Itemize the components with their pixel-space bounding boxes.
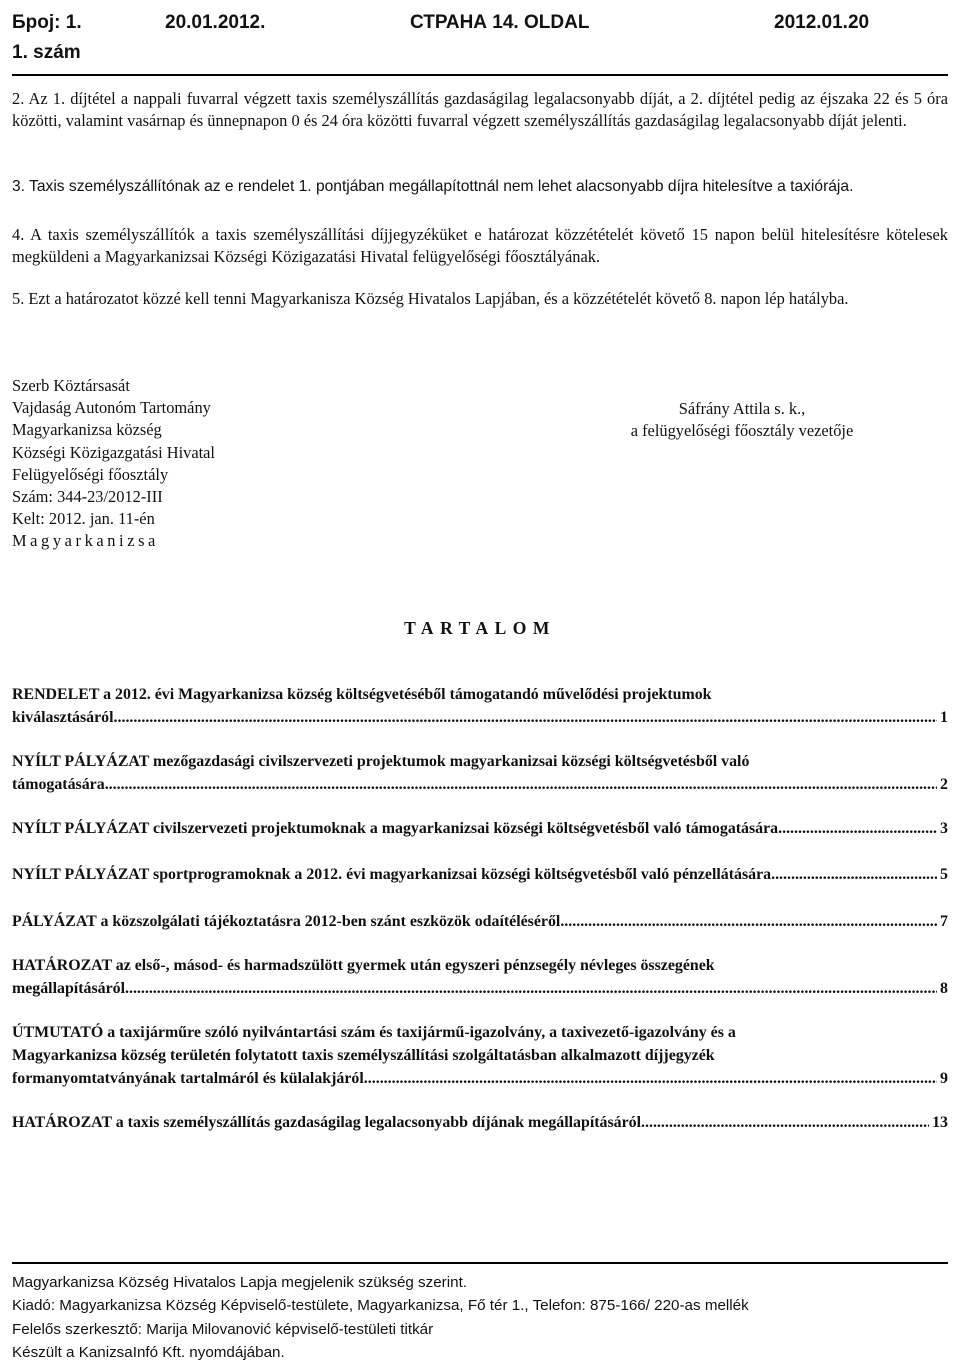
toc-entry-line	[12, 1111, 948, 1134]
toc-entry-line	[12, 863, 948, 886]
toc-entry-text: HATÁROZAT a taxis személyszállítás gazdaságilag legalacsonyabb díjának megállapításáról	[12, 1114, 642, 1131]
toc-dot-leader	[105, 773, 937, 796]
toc-entry-line	[12, 773, 948, 796]
toc-entry-line	[12, 910, 948, 933]
footer-line: Kiadó: Magyarkanizsa Község Képviselő-testülete, Magyarkanizsa, Fő tér 1., Telefon: 875-166/ 220-as mellék	[12, 1297, 749, 1315]
toc-entry-text: megállapításáról	[12, 980, 125, 998]
toc-entry-line: HATÁROZAT az első-, másod- és harmadszülött gyermek után egyszeri pénzsegély névleges összegének	[12, 957, 715, 974]
toc-entry-text: kiválasztásáról	[12, 709, 114, 727]
toc-entry-line	[12, 817, 948, 840]
issue-date-left: 20.01.2012.	[165, 12, 266, 33]
toc-entry[interactable]	[12, 1111, 948, 1134]
toc-entry-text: NYÍLT PÁLYÁZAT sportprogramoknak a 2012. évi magyarkanizsai községi költségvetésből való pénzellátására	[12, 866, 772, 883]
toc-entry-text: PÁLYÁZAT a közszolgálati tájékoztatásra 2012-ben szánt eszközök odaítéléséről	[12, 913, 561, 930]
toc-entry-line: ÚTMUTATÓ a taxijárműre szóló nyilvántartási szám és taxijármű-igazolvány, a taxivezető-igazolvány és a	[12, 1024, 736, 1041]
toc-page-number: 3	[940, 820, 948, 837]
issuer-line: Felügyelőségi főosztály	[12, 464, 169, 484]
issuer-block	[12, 375, 215, 553]
signatory-block	[572, 398, 912, 442]
toc-entry-text: támogatására	[12, 776, 105, 794]
signatory-title: a felügyelőségi főosztály vezetője	[630, 421, 854, 441]
issuer-line: Kelt: 2012. jan. 11-én	[12, 509, 155, 529]
toc-page-number: 2	[940, 776, 948, 794]
toc-entry-text: formanyomtatványának tartalmáról és külalakjáról	[12, 1070, 364, 1088]
page-header	[12, 0, 948, 80]
toc-dot-leader	[114, 706, 938, 729]
toc-entry-text: NYÍLT PÁLYÁZAT civilszervezeti projektumoknak a magyarkanizsai községi költségvetésből való támogatására	[12, 820, 779, 837]
footer-line: Magyarkanizsa Község Hivatalos Lapja megjelenik szükség szerint.	[12, 1274, 468, 1291]
toc-page-number: 1	[940, 709, 948, 727]
toc-entry-line	[12, 706, 948, 729]
document-page	[12, 0, 948, 1367]
toc-entry[interactable]	[12, 863, 948, 886]
toc-entry[interactable]	[12, 1021, 948, 1091]
page-footer	[12, 1271, 948, 1365]
signatory-name: Sáfrány Attila s. k.,	[678, 399, 806, 418]
toc-page-number: 13	[932, 1114, 948, 1131]
toc-dot-leader	[771, 863, 937, 886]
toc-entry-line: Magyarkanizsa község területén folytatott taxis személyszállítási szolgáltatásban alkalmazott díjjegyzék	[12, 1047, 715, 1065]
toc-entry-line: RENDELET a 2012. évi Magyarkanizsa község költségvetéséből támogatandó művelődési projektumok	[12, 686, 712, 703]
footer-line: Felelős szerkesztő: Marija Milovanović képviselő-testületi titkár	[12, 1320, 434, 1338]
issuer-line: Vajdaság Autonóm Tartomány	[12, 398, 211, 418]
toc-page-number: 8	[940, 980, 948, 998]
issue-number-hu: 1. szám	[12, 42, 81, 63]
contents-title: TARTALOM	[404, 618, 556, 638]
issuer-line: Szerb Köztársasát	[12, 376, 130, 395]
toc-entry-line: NYÍLT PÁLYÁZAT mezőgazdasági civilszervezeti projektumok magyarkanizsai községi költségvetésből való	[12, 753, 750, 770]
issuer-city: Magyarkanizsa	[12, 531, 159, 551]
issuer-line: Községi Közigazgatási Hivatal	[12, 442, 215, 462]
toc-dot-leader	[125, 977, 937, 1000]
toc-entry-line	[12, 1067, 948, 1090]
issuer-line: Szám: 344-23/2012-III	[12, 487, 163, 507]
issuer-line: Magyarkanizsa község	[12, 420, 162, 440]
toc-entry[interactable]	[12, 817, 948, 840]
toc-dot-leader	[364, 1067, 937, 1090]
toc-entry[interactable]	[12, 910, 948, 933]
page-label: СТРАНА 14. OLDAL	[410, 12, 590, 33]
footer-divider	[12, 1262, 948, 1264]
paragraph-4: 4. A taxis személyszállítók a taxis személyszállítási díjjegyzéküket e határozat közzétételét követő 15 napon belül hitelesítésre kötelesek megküldeni a Magyarkanizsai Községi Közigazatási Hivatal felügyelőségi főosztályának.	[12, 225, 948, 266]
toc-entry[interactable]	[12, 750, 948, 796]
toc-page-number: 9	[940, 1070, 948, 1088]
issue-date-right: 2012.01.20	[774, 12, 870, 33]
toc-dot-leader	[778, 817, 937, 840]
paragraph-3: 3. Taxis személyszállítónak az e rendelet 1. pontjában megállapítottnál nem lehet alacsonyabb díjra hitelesítve a taxiórája.	[12, 178, 854, 195]
toc-entry[interactable]	[12, 683, 948, 729]
toc-dot-leader	[560, 910, 937, 933]
paragraph-2: 2. Az 1. díjtétel a nappali fuvarral végzett taxis személyszállítás gazdaságilag legalacsonyabb díját, a 2. díjtétel pedig az éjszaka 22 és 5 óra közötti, valamint vasárnap és ünnepnapon 0 és 24 óra közötti fuvarral végzett személyszállítás gazdaságilag legalacsonyabb díját jelenti.	[12, 89, 948, 130]
toc-page-number: 5	[940, 866, 948, 883]
toc-entry-line	[12, 977, 948, 1000]
issue-number-sr: Број: 1.	[12, 12, 82, 33]
toc-dot-leader	[641, 1111, 929, 1134]
header-divider	[12, 74, 948, 76]
toc-entry[interactable]	[12, 954, 948, 1000]
paragraph-5: 5. Ezt a határozatot közzé kell tenni Magyarkanisza Község Hivatalos Lapjában, és a közzétételét követő 8. napon lép hatályba.	[12, 289, 849, 308]
toc-page-number: 7	[940, 913, 948, 930]
footer-line: Készült a KanizsaInfó Kft. nyomdájában.	[12, 1344, 285, 1362]
